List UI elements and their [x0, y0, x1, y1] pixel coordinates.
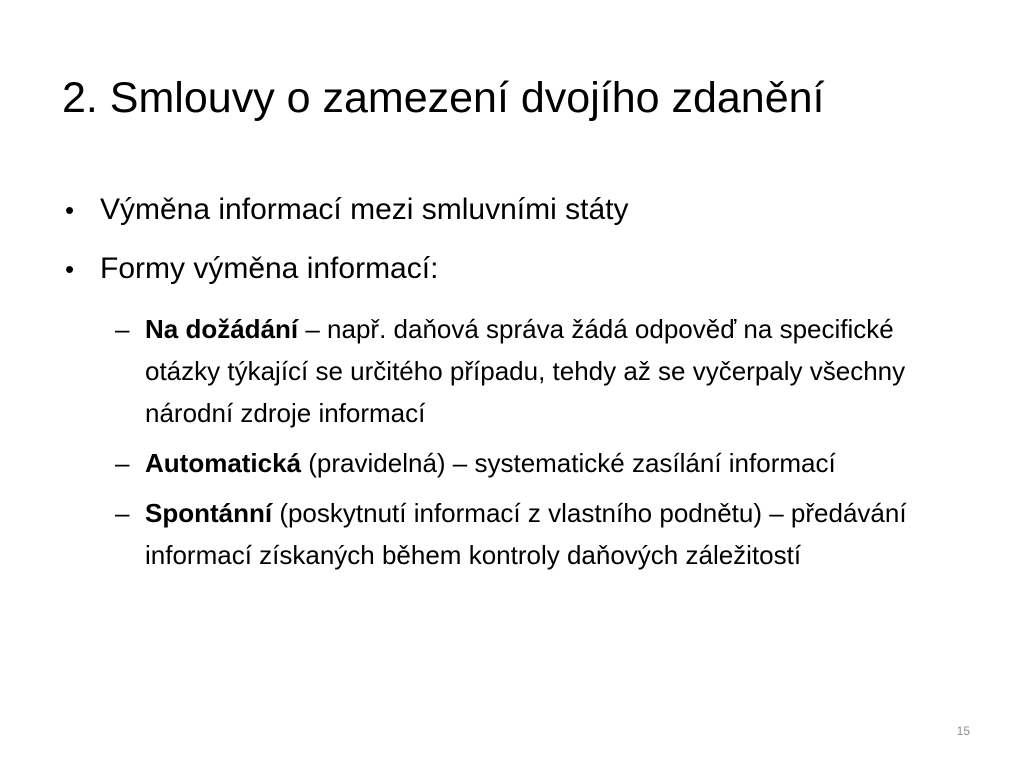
sub-bullet-item	[115, 492, 960, 576]
dash-marker: –	[115, 314, 130, 344]
sub-bullet-bold: Automatická	[145, 448, 302, 478]
sub-bullet-rest: (poskytnutí informací z vlastního podnětu) – předávání informací získaných během kontroly daňových záležitostí	[145, 498, 907, 570]
sub-bullet-bold: Na dožádání	[145, 314, 299, 344]
bullet-text: Výměna informací mezi smluvními státy	[100, 193, 629, 226]
slide-content	[62, 190, 962, 584]
dash-marker: –	[115, 448, 130, 478]
sub-bullet-text	[145, 308, 960, 434]
sub-bullet-item	[115, 442, 960, 484]
sub-bullet-item	[115, 308, 960, 434]
sub-bullet-bold: Spontánní	[145, 498, 273, 528]
sub-bullet-rest: (pravidelná) – systematické zasílání informací	[301, 448, 836, 478]
bullet-item	[62, 190, 962, 230]
dash-marker: –	[115, 498, 130, 528]
bullet-marker: •	[65, 254, 75, 284]
bullet-text: Formy výměna informací:	[100, 252, 439, 285]
sub-bullet-rest: – např. daňová správa žádá odpověď na specifické otázky týkající se určitého případu, tehdy až se vyčerpaly všechny národní zdroje informací	[145, 314, 906, 428]
page-number: 15	[956, 724, 970, 738]
bullet-item	[62, 249, 962, 289]
bullet-marker: •	[65, 195, 75, 225]
slide-title: 2. Smlouvy o zamezení dvojího zdanění	[62, 74, 825, 122]
sub-bullet-text	[145, 492, 960, 576]
sub-bullet-text	[145, 442, 960, 484]
